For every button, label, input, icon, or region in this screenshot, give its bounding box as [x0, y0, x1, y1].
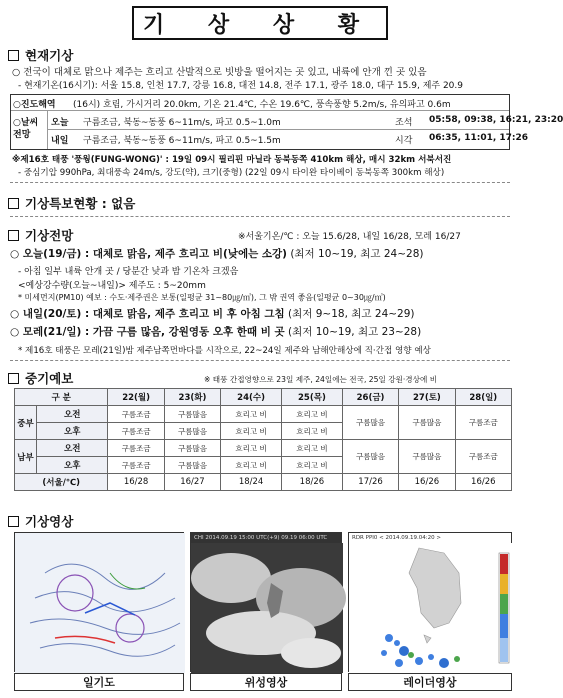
weather-cell: 흐리고 비	[282, 440, 343, 457]
weather-cell: 구름많음	[342, 406, 398, 440]
weather-cell: 구름조금	[108, 457, 164, 474]
weather-cell: 흐리고 비	[282, 406, 343, 423]
region-label: 남부	[15, 440, 37, 474]
page-title: 기 상 상 황	[132, 6, 388, 40]
weather-cell: 흐리고 비	[282, 457, 343, 474]
divider	[10, 182, 510, 183]
outlook-today-text: 구름조금, 북동~동풍 6~11m/s, 파고 0.5~1.0m	[83, 118, 281, 128]
divider	[10, 216, 510, 217]
day-head: 25(목)	[282, 389, 343, 406]
checkbox-icon	[8, 230, 19, 241]
tide-values: 05:58, 09:38, 16:21, 23:20	[429, 115, 563, 125]
weekly-table	[14, 388, 512, 491]
weather-cell: 흐리고 비	[221, 457, 282, 474]
checkbox-icon	[8, 50, 19, 61]
day-head: 27(토)	[399, 389, 455, 406]
day-head: 28(일)	[455, 389, 511, 406]
seoul-temps: ※서울기온/℃ : 오늘 15.6/28, 내일 16/28, 모레 16/27	[238, 232, 461, 242]
day-head: 22(월)	[108, 389, 164, 406]
weather-cell: 구름조금	[455, 406, 511, 440]
weather-cell: 구름많음	[399, 440, 455, 474]
region-label: 중부	[15, 406, 37, 440]
satellite-caption: 위성영상	[190, 673, 342, 691]
weather-cell: 구름조금	[455, 440, 511, 474]
today-main: 대체로 맑음, 제주 흐리고 비(낮에는 소강)	[92, 248, 287, 260]
pm-label: 오후	[37, 457, 108, 474]
weather-cell: 구름많음	[342, 440, 398, 474]
weather-cell: 구름많음	[399, 406, 455, 440]
weather-cell: 구름조금	[108, 423, 164, 440]
table-row	[15, 389, 512, 406]
am-label: 오전	[37, 406, 108, 423]
section-images-heading	[8, 512, 73, 530]
section-title: 현재기상	[25, 48, 74, 63]
today-sub2: <예상강수량(오늘~내일)> 제주도 : 5~20mm	[18, 281, 206, 291]
current-summary: ○ 전국이 대체로 맑으나 제주는 흐리고 산발적으로 빗방울 떨어지는 곳 있고, 내륙에 안개 낀 곳 있음	[12, 67, 427, 78]
dayafter-main: 가끔 구름 많음, 강원영동 오후 한때 비 곳	[92, 326, 285, 338]
section-forecast-heading	[8, 226, 73, 244]
dust-forecast: * 미세먼지(PM10) 예보 : 수도·제주권은 보통(일평균 31~80㎍/㎥), 그 밖 권역 좋음(일평균 0~30㎍/㎥)	[18, 293, 386, 302]
weather-cell: 구름조금	[108, 406, 164, 423]
weather-chart-image	[14, 532, 184, 672]
am-label: 오전	[37, 440, 108, 457]
today-range: (최저 10~19, 최고 24~28)	[290, 248, 424, 260]
temp-cell: 18/26	[282, 474, 343, 491]
tide-label: 조석	[395, 118, 413, 128]
forecast-today: ○ 오늘(19/금) : 대체로 맑음, 제주 흐리고 비(낮에는 소강) (최저 10~19, 최고 24~28)	[10, 248, 424, 260]
table-row	[15, 440, 512, 457]
time-label: 시각	[395, 136, 413, 146]
weekly-note: ※ 태풍 간접영향으로 23일 제주, 24일에는 전국, 25일 강원·경상에 비	[204, 375, 438, 384]
forecast-dayafter: ○ 모레(21/일) : 가끔 구름 많음, 강원영동 오후 한때 비 곳 (최저 10~19, 최고 23~28)	[10, 326, 422, 338]
typhoon-detail: - 중심기압 990hPa, 최대풍속 24m/s, 강도(약), 크기(중형) (22일 09시 타이완 타이베이 동북동쪽 300km 해상)	[18, 168, 445, 178]
weather-chart-caption: 일기도	[14, 673, 184, 691]
section-title: 기상전망	[25, 228, 74, 243]
day-head: 24(수)	[221, 389, 282, 406]
marine-obs: (16시) 흐림, 가시거리 20.0km, 기온 21.4℃, 수온 19.6℃, 풍속풍향 5.2m/s, 유의파고 0.6m	[73, 100, 451, 110]
col-head: 구 분	[15, 389, 108, 406]
temp-cell: 16/26	[399, 474, 455, 491]
temp-cell: 16/27	[164, 474, 220, 491]
radar-image	[348, 532, 512, 672]
section-title: 기상영상	[25, 514, 74, 529]
marine-label: ○진도해역	[13, 100, 56, 110]
weather-cell: 구름많음	[164, 406, 220, 423]
temp-cell: 18/24	[221, 474, 282, 491]
today-sub1: - 아침 일부 내륙 안개 곳 / 당분간 낮과 밤 기온차 크겠음	[18, 267, 239, 277]
dayafter-range: (최저 10~19, 최고 23~28)	[288, 326, 422, 338]
radar-header: RDR PPI0 < 2014.09.19.04:20 >	[352, 535, 441, 541]
day-head: 23(화)	[164, 389, 220, 406]
marine-box	[10, 94, 563, 150]
today-label: 오늘(19/금) :	[22, 248, 93, 260]
weather-cell: 흐리고 비	[221, 440, 282, 457]
weather-cell: 구름많음	[164, 457, 220, 474]
temp-label: (서울/℃)	[15, 474, 108, 491]
day-head: 26(금)	[342, 389, 398, 406]
time-values: 06:35, 11:01, 17:26	[429, 133, 529, 143]
weather-cell: 흐리고 비	[221, 406, 282, 423]
weather-cell: 구름조금	[108, 440, 164, 457]
outlook-label: ○날씨 전망	[13, 118, 39, 140]
tomorrow-main: 대체로 맑음, 제주 흐리고 비 후 아침 그침	[92, 308, 285, 320]
section-title: 기상특보현황 : 없음	[25, 196, 136, 211]
divider	[10, 360, 510, 361]
section-special-heading	[8, 194, 135, 212]
table-row	[15, 406, 512, 423]
checkbox-icon	[8, 373, 19, 384]
outlook-tomorrow-label: 내일	[51, 136, 69, 146]
dayafter-label: 모레(21/일) :	[22, 326, 93, 338]
current-temps: - 현재기온(16시기): 서울 15.8, 인천 17.7, 강릉 16.8, 대전 14.8, 전주 17.1, 광주 18.0, 대구 15.9, 제주 20.9	[18, 81, 463, 91]
weather-cell: 흐리고 비	[221, 423, 282, 440]
section-title: 중기예보	[25, 371, 74, 386]
table-row	[15, 474, 512, 491]
weather-cell: 흐리고 비	[282, 423, 343, 440]
satellite-image	[190, 532, 342, 672]
satellite-header: CHI 2014.09.19 15:00 UTC(+9) 09.19 06:00 UTC	[191, 533, 341, 543]
tomorrow-label: 내일(20/토) :	[22, 308, 93, 320]
temp-cell: 17/26	[342, 474, 398, 491]
temp-cell: 16/28	[108, 474, 164, 491]
checkbox-icon	[8, 516, 19, 527]
tomorrow-range: (최저 9~18, 최고 24~29)	[288, 308, 415, 320]
typhoon-info: ※제16호 태풍 '풍웡(FUNG-WONG)' : 19일 09시 필리핀 마닐라 동북동쪽 410km 해상, 매시 32km 서북서진	[12, 155, 452, 165]
weather-cell: 구름많음	[164, 440, 220, 457]
typhoon-note: * 제16호 태풍은 모레(21일)밤 제주남쪽먼바다를 시작으로, 22~24일 제주와 남해안해상에 직·간접 영향 예상	[18, 346, 431, 356]
checkbox-icon	[8, 198, 19, 209]
temp-cell: 16/26	[455, 474, 511, 491]
section-weekly-heading	[8, 369, 73, 387]
radar-caption: 레이더영상	[348, 673, 512, 691]
section-current-heading	[8, 46, 73, 64]
outlook-tomorrow-text: 구름조금, 북동~동풍 6~11m/s, 파고 0.5~1.5m	[83, 136, 281, 146]
weather-cell: 구름많음	[164, 423, 220, 440]
forecast-tomorrow: ○ 내일(20/토) : 대체로 맑음, 제주 흐리고 비 후 아침 그침 (최저 9~18, 최고 24~29)	[10, 308, 415, 320]
pm-label: 오후	[37, 423, 108, 440]
outlook-today-label: 오늘	[51, 118, 69, 128]
